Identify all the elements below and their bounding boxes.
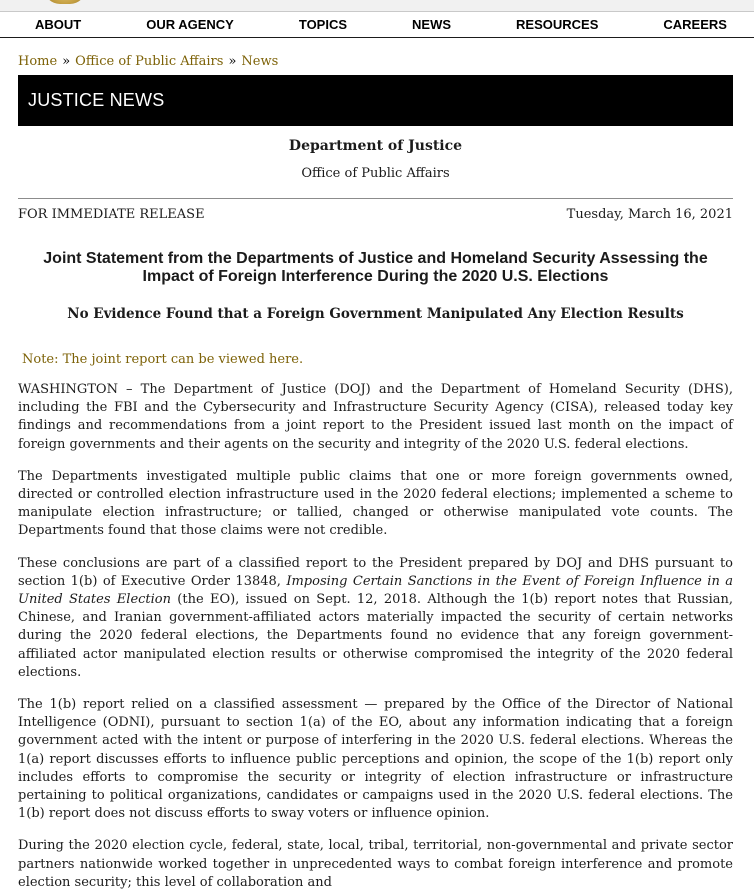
nav-resources[interactable]: RESOURCES xyxy=(516,17,599,32)
note-text: Note: The joint report can be viewed xyxy=(22,352,270,367)
top-strip xyxy=(0,0,754,12)
breadcrumb xyxy=(18,53,733,71)
nav-our-agency[interactable]: OUR AGENCY xyxy=(146,17,234,32)
article-title: Joint Statement from the Departments of Justice and Homeland Security Assessing the Impact of Foreign Interference During the 2020 U.S. Elections xyxy=(43,250,708,285)
executive-order-title: Imposing Certain Sanctions in the Event of Foreign Influence in a United States Election xyxy=(18,573,734,608)
release-label: FOR IMMEDIATE RELEASE xyxy=(18,207,205,222)
nav-about[interactable]: ABOUT xyxy=(35,17,82,32)
paragraph-4: The 1(b) report relied on a classified assessment — prepared by the Office of the Director of National Intelligence (ODNI), pursuant to section 1(a) of the EO, about any information indicating that a foreign government acted with the intent or purpose of interfering in the 2020 U.S. federal elections. Whereas the 1(a) report discusses efforts to influence public perceptions and opinion, the scope of the 1(b) report only includes efforts to compromise the security or integrity of election infrastructure or infrastructure pertaining to political organizations, candidates or campaigns used in the 2020 U.S. federal elections. The 1(b) report does not discuss efforts to sway voters or influence opinion. xyxy=(18,697,733,822)
breadcrumb-separator: » xyxy=(228,54,237,69)
breadcrumb-news[interactable]: News xyxy=(241,54,279,69)
doj-seal-logo[interactable] xyxy=(44,0,86,4)
report-note xyxy=(22,352,733,367)
nav-topics[interactable]: TOPICS xyxy=(298,17,348,32)
paragraph-5: During the 2020 election cycle, federal, state, local, tribal, territorial, non-governmental and private sector partners nationwide worked together in unprecedented ways to combat foreign interference and promote election security; this level of collaboration and xyxy=(18,838,733,890)
breadcrumb-separator: » xyxy=(62,54,71,69)
main-nav xyxy=(0,12,754,38)
paragraph-3-end: (the EO), issued on Sept. 12, 2018. Although the 1(b) report notes that Russian, Chinese, and Iranian government-affiliated actors materially impacted the security of certain networks during the 2020 federal elections, the Departments found no evidence that any foreign government-affiliated actor manipulated election results or otherwise compromised the integrity of the 2020 federal elections. xyxy=(18,592,733,680)
breadcrumb-office[interactable]: Office of Public Affairs xyxy=(75,54,224,69)
nav-news[interactable]: NEWS xyxy=(412,17,452,32)
article-subtitle: No Evidence Found that a Foreign Government Manipulated Any Election Results xyxy=(67,306,684,322)
paragraph-3-start: These conclusions are part of a classified report to the President prepared by DOJ and DHS pursuant to section 1(b) of Executive Order 13848, xyxy=(18,555,733,589)
breadcrumb-home[interactable]: Home xyxy=(18,54,58,69)
note-link[interactable]: here xyxy=(269,352,300,367)
org-name: Department of Justice xyxy=(288,138,463,154)
release-date: Tuesday, March 16, 2021 xyxy=(566,207,733,222)
paragraph-1: WASHINGTON – The Department of Justice (DOJ) and the Department of Homeland Security (DHS), including the FBI and the Cybersecurity and Infrastructure Security Agency (CISA), released today key findings and recommendations from a joint report to the President issued last month on the impact of foreign governments and their agents on the security and integrity of the 2020 U.S. federal elections. xyxy=(18,382,733,452)
main-content xyxy=(0,53,754,892)
nav-careers[interactable]: CAREERS xyxy=(663,17,727,32)
office-name: Office of Public Affairs xyxy=(301,166,450,181)
justice-news-banner: JUSTICE NEWS xyxy=(18,75,733,126)
note-period: . xyxy=(299,352,304,367)
divider xyxy=(18,198,733,199)
paragraph-2: The Departments investigated multiple public claims that one or more foreign governments owned, directed or controlled election infrastructure used in the 2020 federal elections; implemented a scheme to manipulate election infrastructure; or tallied, changed or otherwise manipulated vote counts. The Departments found that those claims were not credible. xyxy=(18,468,733,539)
release-line xyxy=(18,207,733,222)
paragraph-3 xyxy=(18,555,733,682)
